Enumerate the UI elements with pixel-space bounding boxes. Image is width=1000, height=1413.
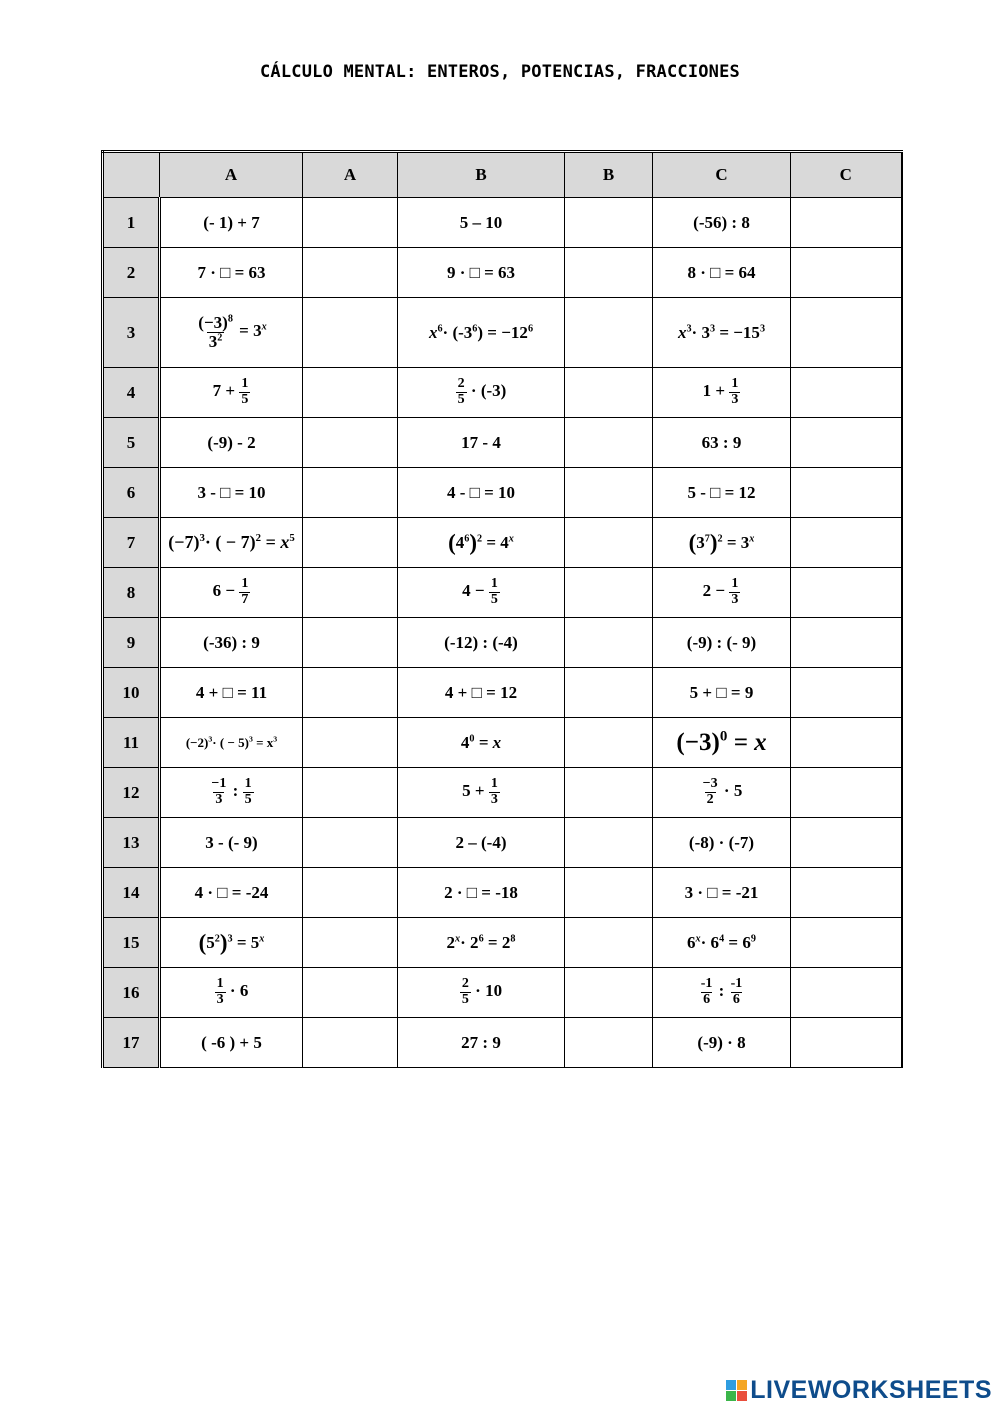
exercise-cell: 17 - 4 bbox=[398, 418, 565, 468]
column-header-b-question: B bbox=[398, 152, 565, 198]
exercise-cell: (- 1) + 7 bbox=[160, 198, 303, 248]
exercise-cell: (-9) - 2 bbox=[160, 418, 303, 468]
table-row bbox=[103, 1018, 902, 1068]
exercise-cell: $6^x\cdot 6^4 = 6^9$ bbox=[653, 918, 791, 968]
answer-input[interactable] bbox=[565, 198, 653, 248]
exercise-cell: 5 + □ = 9 bbox=[653, 668, 791, 718]
exercise-cell: (-36) : 9 bbox=[160, 618, 303, 668]
answer-input[interactable] bbox=[791, 368, 902, 418]
exercise-cell: 5 + $\frac{1}{3}$ bbox=[398, 768, 565, 818]
answer-input[interactable] bbox=[791, 298, 902, 368]
table-row bbox=[103, 468, 902, 518]
exercise-cell: 3 · □ = -21 bbox=[653, 868, 791, 918]
answer-input[interactable] bbox=[303, 418, 398, 468]
exercise-cell: (-9) · 8 bbox=[653, 1018, 791, 1068]
answer-input[interactable] bbox=[303, 818, 398, 868]
answer-input[interactable] bbox=[565, 368, 653, 418]
row-number: 5 bbox=[103, 418, 160, 468]
exercise-cell: 27 : 9 bbox=[398, 1018, 565, 1068]
answer-input[interactable] bbox=[565, 718, 653, 768]
row-number: 8 bbox=[103, 568, 160, 618]
answer-input[interactable] bbox=[791, 418, 902, 468]
exercise-cell: $\frac{(-3)^8}{3^2}$ = $3^x$ bbox=[160, 298, 303, 368]
exercise-cell: $(5^2)^3 = 5^x$ bbox=[160, 918, 303, 968]
exercise-cell: 5 - □ = 12 bbox=[653, 468, 791, 518]
exercise-cell: $2^x\cdot 2^6 = 2^8$ bbox=[398, 918, 565, 968]
row-number: 10 bbox=[103, 668, 160, 718]
exercise-cell: $(-3)^0 = x$ bbox=[653, 718, 791, 768]
column-header-a-question: A bbox=[160, 152, 303, 198]
answer-input[interactable] bbox=[565, 768, 653, 818]
answer-input[interactable] bbox=[791, 198, 902, 248]
answer-input[interactable] bbox=[791, 768, 902, 818]
answer-input[interactable] bbox=[791, 668, 902, 718]
answer-input[interactable] bbox=[791, 918, 902, 968]
table-row bbox=[103, 768, 902, 818]
row-number: 1 bbox=[103, 198, 160, 248]
exercise-cell: 2 − $\frac{1}{3}$ bbox=[653, 568, 791, 618]
answer-input[interactable] bbox=[565, 248, 653, 298]
answer-input[interactable] bbox=[565, 1018, 653, 1068]
logo-square-icon bbox=[726, 1391, 736, 1401]
row-number: 15 bbox=[103, 918, 160, 968]
row-number: 7 bbox=[103, 518, 160, 568]
answer-input[interactable] bbox=[791, 1018, 902, 1068]
row-number: 4 bbox=[103, 368, 160, 418]
exercise-cell: 1 + $\frac{1}{3}$ bbox=[653, 368, 791, 418]
column-header-c-question: C bbox=[653, 152, 791, 198]
table-row bbox=[103, 198, 902, 248]
answer-input[interactable] bbox=[303, 918, 398, 968]
answer-input[interactable] bbox=[791, 718, 902, 768]
answer-input[interactable] bbox=[791, 248, 902, 298]
row-number: 12 bbox=[103, 768, 160, 818]
answer-input[interactable] bbox=[303, 668, 398, 718]
logo-square-icon bbox=[737, 1391, 747, 1401]
exercise-cell: $x^6\cdot (-3^6) = -12^6$ bbox=[398, 298, 565, 368]
answer-input[interactable] bbox=[565, 298, 653, 368]
table-row bbox=[103, 248, 902, 298]
table-row bbox=[103, 818, 902, 868]
exercise-cell: 4 - □ = 10 bbox=[398, 468, 565, 518]
exercise-cell: 5 – 10 bbox=[398, 198, 565, 248]
table-row bbox=[103, 668, 902, 718]
logo-square-icon bbox=[726, 1380, 736, 1390]
answer-input[interactable] bbox=[565, 418, 653, 468]
exercise-cell: 6 − $\frac{1}{7}$ bbox=[160, 568, 303, 618]
table-row bbox=[103, 618, 902, 668]
answer-input[interactable] bbox=[565, 668, 653, 718]
answer-input[interactable] bbox=[791, 468, 902, 518]
exercise-cell: (-8) · (-7) bbox=[653, 818, 791, 868]
liveworksheets-logo-icon bbox=[726, 1380, 747, 1401]
answer-input[interactable] bbox=[565, 518, 653, 568]
exercise-cell: 7 · □ = 63 bbox=[160, 248, 303, 298]
exercise-cell: $\frac{-3}{2}$ · 5 bbox=[653, 768, 791, 818]
answer-input[interactable] bbox=[303, 868, 398, 918]
row-number: 2 bbox=[103, 248, 160, 298]
exercise-cell: 2 · □ = -18 bbox=[398, 868, 565, 918]
table-row bbox=[103, 418, 902, 468]
exercise-cell: 4 · □ = -24 bbox=[160, 868, 303, 918]
exercise-cell: 4 + □ = 12 bbox=[398, 668, 565, 718]
answer-input[interactable] bbox=[303, 1018, 398, 1068]
answer-input[interactable] bbox=[565, 618, 653, 668]
column-header-b-answer: B bbox=[565, 152, 653, 198]
logo-text: LIVEWORKSHEETS bbox=[750, 1376, 992, 1404]
exercise-cell: ( -6 ) + 5 bbox=[160, 1018, 303, 1068]
exercise-cell: $4^0 = x$ bbox=[398, 718, 565, 768]
table-row bbox=[103, 868, 902, 918]
exercise-cell: 2 – (-4) bbox=[398, 818, 565, 868]
answer-input[interactable] bbox=[303, 618, 398, 668]
exercise-cell: $\frac{2}{5}$ · (-3) bbox=[398, 368, 565, 418]
answer-input[interactable] bbox=[303, 198, 398, 248]
answer-input[interactable] bbox=[303, 968, 398, 1018]
liveworksheets-logo bbox=[726, 1376, 992, 1405]
exercise-cell: 9 · □ = 63 bbox=[398, 248, 565, 298]
answer-input[interactable] bbox=[791, 968, 902, 1018]
exercise-cell: 63 : 9 bbox=[653, 418, 791, 468]
answer-input[interactable] bbox=[791, 868, 902, 918]
exercise-cell: 4 − $\frac{1}{5}$ bbox=[398, 568, 565, 618]
answer-input[interactable] bbox=[791, 568, 902, 618]
answer-input[interactable] bbox=[565, 868, 653, 918]
exercise-cell: 7 + $\frac{1}{5}$ bbox=[160, 368, 303, 418]
row-number: 11 bbox=[103, 718, 160, 768]
table-row bbox=[103, 968, 902, 1018]
exercise-cell: (-9) : (- 9) bbox=[653, 618, 791, 668]
exercise-cell: (-12) : (-4) bbox=[398, 618, 565, 668]
table-row bbox=[103, 518, 902, 568]
worksheet-table bbox=[101, 150, 903, 1068]
logo-square-icon bbox=[737, 1380, 747, 1390]
column-header-c-answer: C bbox=[791, 152, 902, 198]
answer-input[interactable] bbox=[303, 768, 398, 818]
exercise-cell: 3 - □ = 10 bbox=[160, 468, 303, 518]
exercise-cell: $\frac{-1}{3}$ : $\frac{1}{5}$ bbox=[160, 768, 303, 818]
exercise-cell: 8 · □ = 64 bbox=[653, 248, 791, 298]
table-row bbox=[103, 568, 902, 618]
exercise-cell: (-56) : 8 bbox=[653, 198, 791, 248]
answer-input[interactable] bbox=[303, 718, 398, 768]
exercise-cell: 4 + □ = 11 bbox=[160, 668, 303, 718]
exercise-cell: $(4^6)^2 = 4^x$ bbox=[398, 518, 565, 568]
row-number: 13 bbox=[103, 818, 160, 868]
exercise-cell: $(-2)^3\cdot$ ( − $5)^3 = x^3$ bbox=[160, 718, 303, 768]
answer-input[interactable] bbox=[791, 818, 902, 868]
row-number: 9 bbox=[103, 618, 160, 668]
table-row bbox=[103, 918, 902, 968]
exercise-cell: $\frac{-1}{6}$ : $\frac{-1}{6}$ bbox=[653, 968, 791, 1018]
exercise-cell: $\frac{2}{5}$ · 10 bbox=[398, 968, 565, 1018]
answer-input[interactable] bbox=[303, 468, 398, 518]
answer-input[interactable] bbox=[303, 248, 398, 298]
exercise-cell: $(3^7)^2 = 3^x$ bbox=[653, 518, 791, 568]
answer-input[interactable] bbox=[565, 918, 653, 968]
answer-input[interactable] bbox=[565, 818, 653, 868]
answer-input[interactable] bbox=[303, 568, 398, 618]
table-row bbox=[103, 298, 902, 368]
row-number: 14 bbox=[103, 868, 160, 918]
exercise-cell: $(-7)^3\cdot$ ( − $7)^2 = x^5$ bbox=[160, 518, 303, 568]
answer-input[interactable] bbox=[303, 518, 398, 568]
column-header-a-answer: A bbox=[303, 152, 398, 198]
answer-input[interactable] bbox=[565, 568, 653, 618]
row-number: 17 bbox=[103, 1018, 160, 1068]
answer-input[interactable] bbox=[565, 968, 653, 1018]
exercise-cell: $\frac{1}{3}$ · 6 bbox=[160, 968, 303, 1018]
row-number: 6 bbox=[103, 468, 160, 518]
corner-cell bbox=[103, 152, 160, 198]
answer-input[interactable] bbox=[303, 298, 398, 368]
table-row bbox=[103, 368, 902, 418]
answer-input[interactable] bbox=[791, 618, 902, 668]
answer-input[interactable] bbox=[565, 468, 653, 518]
answer-input[interactable] bbox=[791, 518, 902, 568]
row-number: 3 bbox=[103, 298, 160, 368]
page-title: CÁLCULO MENTAL: ENTEROS, POTENCIAS, FRACCIONES bbox=[259, 62, 740, 82]
header-row bbox=[103, 152, 902, 198]
exercise-cell: $x^3\cdot 3^3 = -15^3$ bbox=[653, 298, 791, 368]
row-number: 16 bbox=[103, 968, 160, 1018]
exercise-cell: 3 - (- 9) bbox=[160, 818, 303, 868]
table-row bbox=[103, 718, 902, 768]
answer-input[interactable] bbox=[303, 368, 398, 418]
